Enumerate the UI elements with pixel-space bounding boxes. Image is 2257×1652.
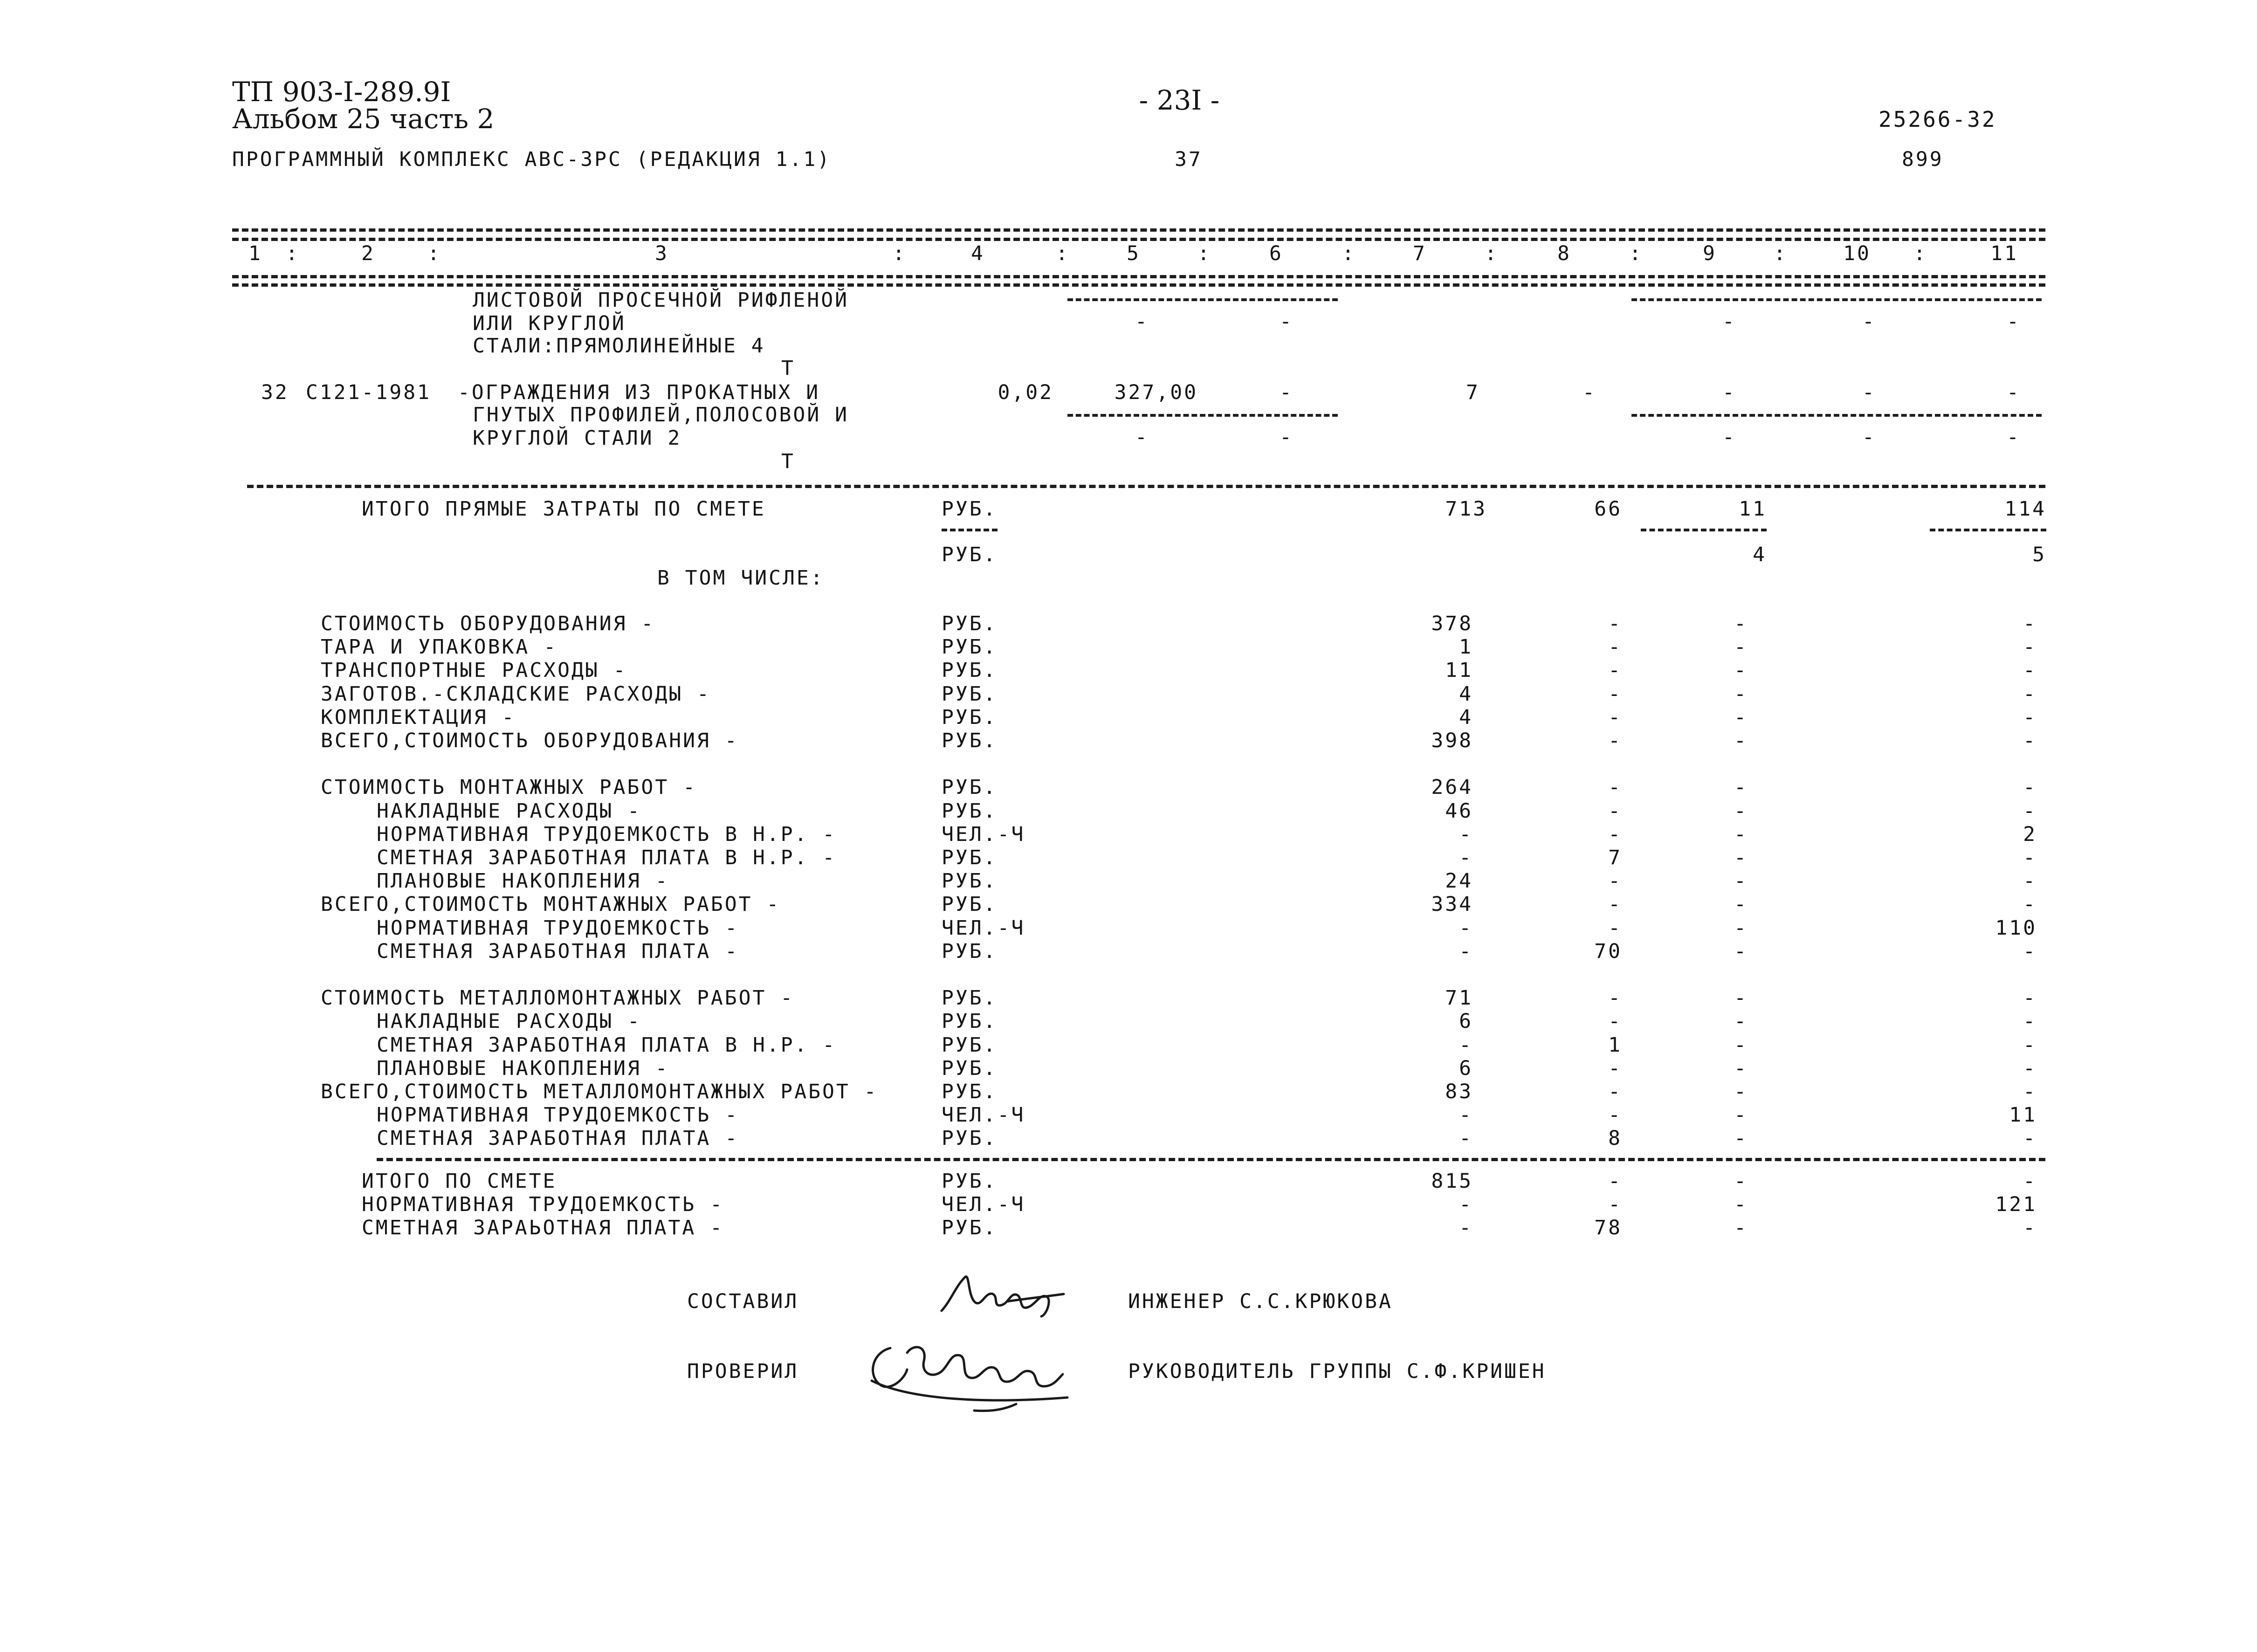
row-c11: -	[2023, 799, 2037, 823]
row-c9: -	[1734, 893, 1748, 916]
signature-composed	[937, 1268, 1067, 1319]
total-c8: 78	[1594, 1216, 1622, 1239]
row-c11: -	[2023, 682, 2037, 706]
page-number: - 23I -	[1139, 84, 1220, 116]
row-label: СМЕТНАЯ ЗАРАБОТНАЯ ПЛАТА -	[377, 940, 739, 963]
row-label: СМЕТНАЯ ЗАРАБОТНАЯ ПЛАТА -	[377, 1127, 739, 1150]
total-unit: ЧЕЛ.-Ч	[942, 1193, 1025, 1216]
total-c11: -	[2023, 1216, 2037, 1239]
item-32-c10b: -	[1862, 426, 1876, 449]
row-label: ВСЕГО,СТОИМОСТЬ МОНТАЖНЫХ РАБОТ -	[321, 893, 781, 916]
row-unit: РУБ.	[942, 1033, 998, 1057]
row-unit: РУБ.	[942, 776, 998, 799]
row-c11: -	[2023, 1127, 2037, 1150]
row-c7: 334	[1431, 893, 1473, 916]
row-unit: РУБ.	[942, 612, 998, 635]
row-c7: 6	[1459, 1010, 1473, 1033]
row-c7: 24	[1445, 869, 1473, 893]
row-unit: РУБ.	[942, 986, 998, 1010]
row-label: НОРМАТИВНАЯ ТРУДОЕМКОСТЬ -	[377, 1103, 739, 1127]
header-bottom-rule-2	[232, 283, 2045, 287]
row-unit: РУБ.	[942, 1010, 998, 1033]
row-c9: -	[1734, 869, 1748, 893]
row-c11: -	[2023, 776, 2037, 799]
program-title: ПРОГРАММНЫЙ КОМПЛЕКС АВС-3РС (РЕДАКЦИЯ 1.1)	[232, 148, 832, 171]
item-32-unit: Т	[781, 450, 795, 473]
item-31-line: ЛИСТОВОЙ ПРОСЕЧНОЙ РИФЛЕНОЙ	[473, 289, 849, 312]
item-32-line: ГНУТЫХ ПРОФИЛЕЙ,ПОЛОСОВОЙ И	[473, 403, 849, 427]
row-c7: 6	[1459, 1057, 1473, 1080]
row-c9: -	[1734, 1103, 1748, 1127]
row-c9: -	[1734, 916, 1748, 940]
row-c9: -	[1734, 1080, 1748, 1103]
total-c9: -	[1734, 1170, 1748, 1193]
row-c8: -	[1608, 1010, 1622, 1033]
column-number: 9	[1703, 242, 1717, 265]
item-32-code: С121-1981	[306, 381, 431, 404]
total-label: НОРМАТИВНАЯ ТРУДОЕМКОСТЬ -	[362, 1193, 724, 1216]
total-label: ИТОГО ПО СМЕТЕ	[362, 1170, 557, 1193]
composed-label: СОСТАВИЛ	[687, 1290, 799, 1313]
row-label: ВСЕГО,СТОИМОСТЬ ОБОРУДОВАНИЯ -	[321, 729, 739, 752]
column-number: 1	[248, 242, 262, 265]
row-c9: -	[1734, 776, 1748, 799]
column-number: 11	[1990, 242, 2018, 265]
table-top-rule-2	[232, 238, 2045, 241]
row-c11: -	[2023, 612, 2037, 635]
row-label: СТОИМОСТЬ МЕТАЛЛОМОНТАЖНЫХ РАБОТ -	[321, 986, 795, 1010]
row-c11: -	[2023, 1057, 2037, 1080]
item-31-underline-5-6	[1067, 298, 1338, 301]
row-unit: ЧЕЛ.-Ч	[942, 823, 1025, 846]
row-c7: -	[1459, 1127, 1473, 1150]
item-32-line: КРУГЛОЙ СТАЛИ 2	[473, 427, 682, 450]
row-c9: -	[1734, 986, 1748, 1010]
column-number: 3	[655, 242, 669, 265]
checked-label: ПРОВЕРИЛ	[687, 1360, 799, 1383]
row-c9: -	[1734, 940, 1748, 963]
row-label: СТОИМОСТЬ МОНТАЖНЫХ РАБОТ -	[321, 776, 697, 799]
column-number: 6	[1269, 242, 1283, 265]
doc-code: ТП 903-I-289.9I	[232, 76, 451, 108]
item-32-c10: -	[1862, 381, 1876, 404]
row-label: ТРАНСПОРТНЫЕ РАСХОДЫ -	[321, 659, 627, 682]
row-c8: -	[1608, 986, 1622, 1010]
row-unit: РУБ.	[942, 635, 998, 659]
item-32-underline-9-11	[1631, 414, 2042, 417]
total-c11: -	[2023, 1170, 2037, 1193]
row-c7: -	[1459, 1033, 1473, 1057]
column-separator: :	[427, 242, 441, 265]
row-c11: -	[2023, 1080, 2037, 1103]
row-c7: -	[1459, 846, 1473, 869]
row-unit: РУБ.	[942, 893, 998, 916]
row-c11: -	[2023, 869, 2037, 893]
row-label: НОРМАТИВНАЯ ТРУДОЕМКОСТЬ В Н.Р. -	[377, 823, 837, 846]
total-c7: -	[1459, 1216, 1473, 1239]
row-c11: -	[2023, 706, 2037, 729]
total-direct-c11: 114	[2004, 497, 2046, 521]
row-label: ВСЕГО,СТОИМОСТЬ МЕТАЛЛОМОНТАЖНЫХ РАБОТ -	[321, 1080, 878, 1103]
column-separator: :	[1774, 242, 1788, 265]
row-c7: 398	[1431, 729, 1473, 752]
row-c7: -	[1459, 940, 1473, 963]
row-c9: -	[1734, 682, 1748, 706]
including-label: В ТОМ ЧИСЛЕ:	[657, 566, 825, 590]
row-c8: -	[1608, 869, 1622, 893]
item-32-c11b: -	[2007, 426, 2021, 449]
item-31-underline-9-11	[1631, 298, 2042, 301]
row-label: СМЕТНАЯ ЗАРАБОТНАЯ ПЛАТА В Н.Р. -	[377, 846, 837, 869]
column-separator: :	[1197, 242, 1211, 265]
column-number: 4	[971, 242, 985, 265]
item-31-line: ИЛИ КРУГЛОЙ	[473, 312, 626, 335]
row-c11: 2	[2023, 823, 2037, 846]
total-c8: -	[1608, 1193, 1622, 1216]
row-c11: -	[2023, 986, 2037, 1010]
sheet-number: 37	[1175, 148, 1203, 171]
item-31-c11: -	[2007, 310, 2021, 333]
row-c8: 1	[1608, 1033, 1622, 1057]
row-c7: 1	[1459, 635, 1473, 659]
row-c8: -	[1608, 893, 1622, 916]
item-31-c9: -	[1722, 310, 1736, 333]
item-32-c11: -	[2007, 381, 2021, 404]
sheet-number-2: 899	[1902, 148, 1944, 171]
column-number: 8	[1557, 242, 1571, 265]
row-unit: РУБ.	[942, 799, 998, 823]
total-unit: РУБ.	[942, 1216, 998, 1239]
row-c8: -	[1608, 916, 1622, 940]
row-c7: 4	[1459, 706, 1473, 729]
row-c9: -	[1734, 823, 1748, 846]
item-32-price: 327,00	[1114, 381, 1198, 404]
row-label: НАКЛАДНЫЕ РАСХОДЫ -	[377, 1010, 641, 1033]
row-c11: -	[2023, 1033, 2037, 1057]
total-direct-unit-2: РУБ.	[942, 543, 998, 566]
column-separator: :	[1629, 242, 1643, 265]
row-unit: РУБ.	[942, 1127, 998, 1150]
row-c8: 7	[1608, 846, 1622, 869]
row-c8: -	[1608, 682, 1622, 706]
column-separator: :	[893, 242, 907, 265]
row-c9: -	[1734, 1010, 1748, 1033]
row-label: ЗАГОТОВ.-СКЛАДСКИЕ РАСХОДЫ -	[321, 682, 711, 706]
row-c9: -	[1734, 635, 1748, 659]
row-c7: -	[1459, 823, 1473, 846]
row-c11: -	[2023, 940, 2037, 963]
row-c9: -	[1734, 706, 1748, 729]
table-top-rule	[232, 228, 2045, 232]
total-direct-c11b: 5	[2032, 543, 2046, 566]
total-unit: РУБ.	[942, 1170, 998, 1193]
total-c7: -	[1459, 1193, 1473, 1216]
row-c8: -	[1608, 1057, 1622, 1080]
item-32-qty: 0,02	[998, 381, 1053, 404]
row-unit: РУБ.	[942, 940, 998, 963]
item-32-c6: -	[1280, 381, 1294, 404]
row-c9: -	[1734, 1057, 1748, 1080]
column-separator: :	[1913, 242, 1927, 265]
row-label: СТОИМОСТЬ ОБОРУДОВАНИЯ -	[321, 612, 655, 635]
row-label: НАКЛАДНЫЕ РАСХОДЫ -	[377, 799, 641, 823]
header-bottom-rule	[232, 275, 2045, 278]
column-separator: :	[1342, 242, 1356, 265]
row-c7: -	[1459, 1103, 1473, 1127]
item-32-c8: -	[1583, 381, 1596, 404]
row-label: ПЛАНОВЫЕ НАКОПЛЕНИЯ -	[377, 869, 669, 893]
column-separator: :	[1485, 242, 1499, 265]
item-32-c9: -	[1722, 381, 1736, 404]
row-label: НОРМАТИВНАЯ ТРУДОЕМКОСТЬ -	[377, 916, 739, 940]
row-c8: -	[1608, 612, 1622, 635]
row-c7: 11	[1445, 659, 1473, 682]
row-c8: -	[1608, 635, 1622, 659]
total-c9: -	[1734, 1193, 1748, 1216]
checked-by: РУКОВОДИТЕЛЬ ГРУППЫ С.Ф.КРИШЕН	[1128, 1360, 1546, 1383]
row-unit: ЧЕЛ.-Ч	[942, 1103, 1025, 1127]
column-number: 2	[361, 242, 375, 265]
album-label: Альбом 25 часть 2	[232, 103, 495, 135]
row-c9: -	[1734, 1127, 1748, 1150]
row-c7: 4	[1459, 682, 1473, 706]
row-c8: -	[1608, 729, 1622, 752]
total-direct-unit-underline	[942, 529, 998, 531]
total-c7: 815	[1431, 1170, 1473, 1193]
total-c11: 121	[1995, 1193, 2037, 1216]
total-direct-c9: 11	[1739, 497, 1767, 521]
row-c11: -	[2023, 659, 2037, 682]
row-c8: -	[1608, 776, 1622, 799]
row-c7: 378	[1431, 612, 1473, 635]
row-c9: -	[1734, 659, 1748, 682]
row-c11: -	[2023, 635, 2037, 659]
row-c7: 83	[1445, 1080, 1473, 1103]
total-direct-c7: 713	[1445, 497, 1487, 521]
column-number: 5	[1127, 242, 1141, 265]
item-32-c7: 7	[1466, 381, 1480, 404]
item-31-line: СТАЛИ:ПРЯМОЛИНЕЙНЫЕ 4	[473, 334, 765, 358]
row-c11: -	[2023, 729, 2037, 752]
row-label: ПЛАНОВЫЕ НАКОПЛЕНИЯ -	[377, 1057, 669, 1080]
row-c9: -	[1734, 729, 1748, 752]
row-c8: -	[1608, 706, 1622, 729]
row-c11: -	[2023, 846, 2037, 869]
total-direct-c8: 66	[1594, 497, 1622, 521]
row-c8: 70	[1594, 940, 1622, 963]
row-unit: ЧЕЛ.-Ч	[942, 916, 1025, 940]
item-32-c5b: -	[1135, 426, 1149, 449]
row-c7: 71	[1445, 986, 1473, 1010]
total-direct-c11-underline	[1930, 529, 2046, 531]
total-direct-c9b: 4	[1753, 543, 1767, 566]
row-c9: -	[1734, 1033, 1748, 1057]
row-c11: -	[2023, 1010, 2037, 1033]
row-c8: 8	[1608, 1127, 1622, 1150]
column-number: 10	[1843, 242, 1871, 265]
row-c8: -	[1608, 799, 1622, 823]
row-unit: РУБ.	[942, 1057, 998, 1080]
breakdown-end-rule	[377, 1158, 2045, 1161]
total-direct-unit: РУБ.	[942, 497, 998, 521]
item-31-unit: Т	[781, 357, 795, 380]
row-c11: 11	[2009, 1103, 2037, 1127]
row-label: СМЕТНАЯ ЗАРАБОТНАЯ ПЛАТА В Н.Р. -	[377, 1033, 837, 1057]
row-c8: -	[1608, 1103, 1622, 1127]
row-c11: -	[2023, 893, 2037, 916]
total-direct-c9-underline	[1641, 529, 1767, 531]
row-unit: РУБ.	[942, 846, 998, 869]
item-32-c6b: -	[1280, 426, 1294, 449]
composed-by: ИНЖЕНЕР С.С.КРЮКОВА	[1128, 1290, 1393, 1313]
item-32-underline-5-6	[1067, 414, 1338, 417]
total-direct-label: ИТОГО ПРЯМЫЕ ЗАТРАТЫ ПО СМЕТЕ	[362, 497, 766, 521]
row-c7: 264	[1431, 776, 1473, 799]
row-unit: РУБ.	[942, 682, 998, 706]
row-label: КОМПЛЕКТАЦИЯ -	[321, 706, 516, 729]
row-c8: -	[1608, 1080, 1622, 1103]
column-separator: :	[1056, 242, 1070, 265]
items-end-rule	[247, 485, 2045, 488]
total-c8: -	[1608, 1170, 1622, 1193]
inventory-number: 25266-32	[1879, 107, 1997, 132]
row-unit: РУБ.	[942, 1080, 998, 1103]
row-c9: -	[1734, 612, 1748, 635]
row-c7: 46	[1445, 799, 1473, 823]
column-separator: :	[286, 242, 300, 265]
item-31-c10: -	[1862, 310, 1876, 333]
total-label: СМЕТНАЯ ЗАРАЬОТНАЯ ПЛАТА -	[362, 1216, 724, 1239]
signature-checked	[862, 1334, 1077, 1413]
column-number: 7	[1413, 242, 1427, 265]
row-c11: 110	[1995, 916, 2037, 940]
row-unit: РУБ.	[942, 869, 998, 893]
row-label: ТАРА И УПАКОВКА -	[321, 635, 558, 659]
item-31-c5: -	[1135, 310, 1149, 333]
row-c7: -	[1459, 916, 1473, 940]
item-31-c6: -	[1280, 310, 1294, 333]
row-unit: РУБ.	[942, 729, 998, 752]
item-32-number: 32	[261, 381, 289, 404]
total-c9: -	[1734, 1216, 1748, 1239]
item-32-line: -ОГРАЖДЕНИЯ ИЗ ПРОКАТНЫХ И	[458, 381, 820, 404]
row-unit: РУБ.	[942, 659, 998, 682]
row-c8: -	[1608, 823, 1622, 846]
row-c9: -	[1734, 846, 1748, 869]
row-c8: -	[1608, 659, 1622, 682]
item-32-c9b: -	[1722, 426, 1736, 449]
row-unit: РУБ.	[942, 706, 998, 729]
row-c9: -	[1734, 799, 1748, 823]
